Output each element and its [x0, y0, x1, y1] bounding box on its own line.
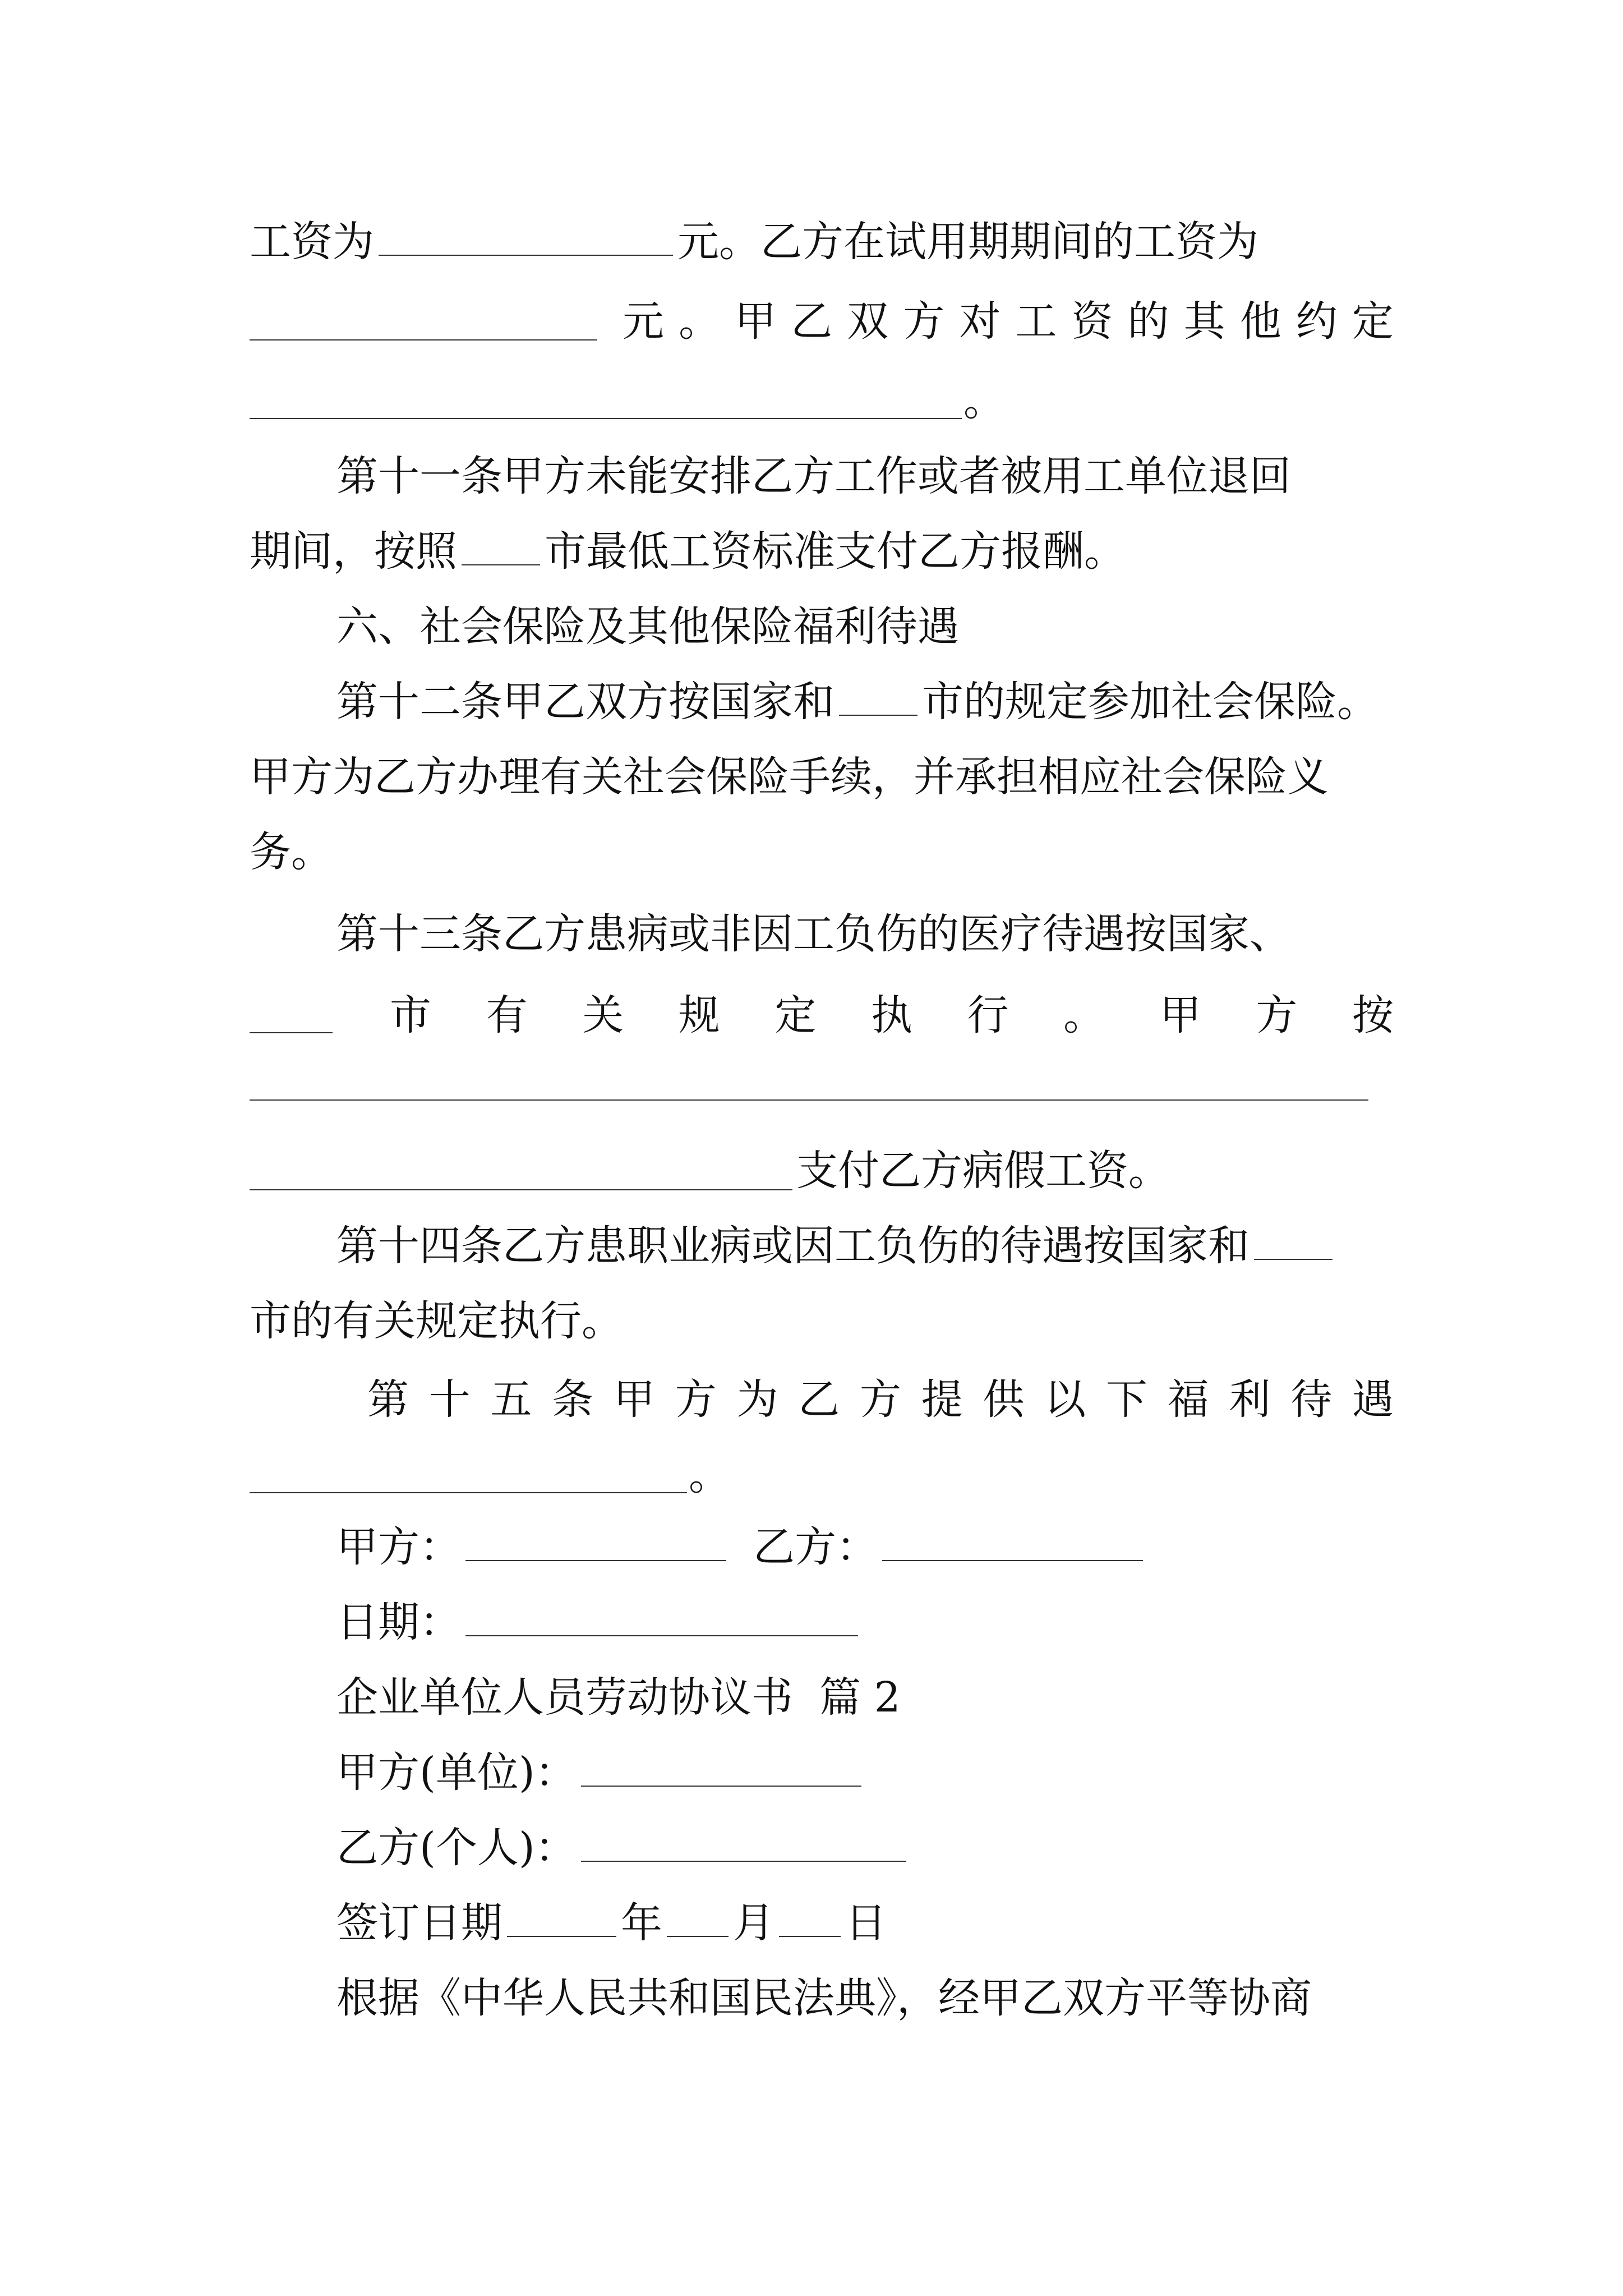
article-13-line-2 — [390, 984, 1394, 1046]
article-12-line-2 — [250, 746, 1394, 808]
city-blank — [462, 556, 540, 565]
period-mark: 。 — [689, 1451, 730, 1499]
date-label: 日期： — [336, 1598, 461, 1646]
article-13-text: 第十三条乙方患病或非因工负伤的医疗待遇按国家、 — [336, 910, 1291, 958]
party-b-person-blank — [581, 1852, 906, 1862]
justified-char: 供 — [983, 1375, 1025, 1424]
city-blank — [839, 706, 917, 716]
period-mark: 。 — [963, 377, 1005, 425]
justified-char: 乙 — [798, 1375, 840, 1424]
justified-char: 第 — [367, 1375, 409, 1424]
justified-char: 工 — [1015, 297, 1057, 346]
justified-char: 双 — [847, 297, 889, 346]
article-12-line-1 — [336, 671, 1436, 733]
section-6-text: 六、社会保险及其他保险福利待遇 — [336, 602, 959, 651]
justified-char: 元 — [623, 297, 664, 346]
signature-line — [336, 1516, 1394, 1578]
justified-char: 提 — [921, 1375, 963, 1424]
justified-char: 市 — [390, 991, 431, 1039]
party-a-unit-blank — [581, 1777, 861, 1787]
article-12-text-a: 第十二条甲乙双方按国家和 — [336, 678, 834, 726]
signing-date-line — [336, 1892, 1394, 1954]
month-blank — [667, 1927, 728, 1937]
justified-char: 行 — [967, 991, 1009, 1039]
justified-char: 定 — [1352, 297, 1394, 346]
article-12-text-2: 甲方为乙方办理有关社会保险手续，并承担相应社会保险义 — [250, 753, 1329, 801]
date-blank — [465, 1627, 858, 1636]
article-14-line-1 — [336, 1215, 1394, 1277]
justified-char: 有 — [486, 991, 528, 1039]
party-b-blank — [882, 1552, 1143, 1561]
benefits-blank — [250, 1492, 687, 1493]
justified-char: 定 — [774, 991, 817, 1039]
line3-end — [963, 370, 1076, 432]
intro-text: 根据《中华人民共和国民法典》，经甲乙双方平等协商 — [336, 1974, 1312, 2022]
article-11-line-1 — [336, 445, 1394, 507]
article-15-end — [689, 1444, 801, 1506]
justified-char: 执 — [870, 991, 912, 1039]
justified-char: 的 — [1127, 297, 1169, 346]
article-13-long-blank — [250, 1099, 1368, 1101]
party-a-blank — [465, 1552, 726, 1561]
justified-char: 甲 — [1159, 991, 1201, 1039]
day-label: 日 — [845, 1899, 887, 1947]
probation-wage-blank — [250, 339, 597, 341]
article-11-text: 第十一条甲方未能安排乙方工作或者被用工单位退回 — [336, 452, 1291, 500]
party-a-unit-line — [336, 1742, 1394, 1803]
probation-wage-text: 元。乙方在试用期期间的工资为 — [677, 218, 1258, 266]
justified-char: 方 — [860, 1375, 901, 1424]
other-agreement-blank — [250, 418, 962, 419]
party-b-label: 乙方： — [753, 1523, 878, 1571]
article-11-text-b: 市最低工资标准支付乙方报酬。 — [545, 527, 1126, 576]
justified-char: 方 — [903, 297, 945, 346]
part-2-title: 企业单位人员劳动协议书 篇 2 — [336, 1673, 901, 1722]
city-blank — [1254, 1250, 1332, 1260]
article-13-line-1 — [336, 903, 1394, 965]
article-11-text-a: 期间，按照 — [250, 527, 457, 576]
justified-char: 甲 — [614, 1375, 655, 1424]
justified-char: 福 — [1167, 1375, 1209, 1424]
justified-char: 他 — [1239, 297, 1281, 346]
justified-char: 关 — [582, 991, 624, 1039]
day-blank — [779, 1927, 841, 1937]
article-11-line-2 — [250, 521, 1394, 582]
justified-char: 甲 — [735, 297, 777, 346]
section-6-heading — [336, 596, 1394, 657]
wage-line-1 — [250, 211, 1394, 273]
justified-char: 下 — [1106, 1375, 1147, 1424]
justified-char: 约 — [1295, 297, 1338, 346]
party-b-person-label: 乙方(个人)： — [336, 1824, 577, 1872]
justified-char: 方 — [675, 1375, 717, 1424]
justified-char: 十 — [428, 1375, 471, 1424]
article-12-line-3 — [250, 821, 1394, 883]
justified-char: 规 — [678, 991, 720, 1039]
justified-char: 利 — [1229, 1375, 1271, 1424]
justified-char: 其 — [1183, 297, 1225, 346]
justified-char: 资 — [1071, 297, 1113, 346]
article-13-blank-2 — [250, 1189, 792, 1190]
article-14-line-2 — [250, 1290, 1394, 1352]
justified-char: 为 — [736, 1375, 778, 1424]
justified-char: 乙 — [791, 297, 833, 346]
justified-char: 按 — [1352, 991, 1394, 1039]
article-12-text-b: 市的规定参加社会保险。 — [922, 678, 1378, 726]
wage-blank — [379, 246, 673, 256]
justified-char: 以 — [1044, 1375, 1086, 1424]
justified-char: 。 — [679, 297, 721, 346]
party-a-unit-label: 甲方(单位)： — [336, 1749, 577, 1797]
justified-char: 五 — [490, 1375, 532, 1424]
justified-char: 条 — [552, 1375, 594, 1424]
article-14-text: 第十四条乙方患职业病或因工负伤的待遇按国家和 — [336, 1222, 1249, 1270]
article-14-text-2: 市的有关规定执行。 — [250, 1297, 623, 1345]
month-label: 月 — [733, 1899, 774, 1947]
sick-pay-text: 支付乙方病假工资。 — [796, 1147, 1170, 1195]
year-label: 年 — [621, 1899, 662, 1947]
signing-date-label: 签订日期 — [336, 1899, 502, 1947]
justified-char: 对 — [959, 297, 1001, 346]
party-b-person-line — [336, 1817, 1394, 1879]
article-12-text-3: 务。 — [250, 828, 333, 876]
justified-char: 。 — [1063, 991, 1105, 1039]
party-a-label: 甲方： — [336, 1523, 461, 1571]
justified-char: 方 — [1256, 991, 1298, 1039]
wage-label: 工资为 — [250, 218, 374, 266]
article-15-line-1 — [367, 1369, 1394, 1430]
wage-other-agreement-line — [623, 291, 1394, 352]
heading-part-2 — [336, 1667, 1394, 1728]
date-line — [336, 1591, 1394, 1653]
justified-char: 遇 — [1352, 1375, 1394, 1424]
justified-char: 待 — [1290, 1375, 1332, 1424]
intro-line — [336, 1967, 1394, 2029]
year-blank — [507, 1927, 616, 1937]
city-blank-13 — [250, 1032, 333, 1033]
article-13-line-4 — [796, 1140, 1394, 1202]
